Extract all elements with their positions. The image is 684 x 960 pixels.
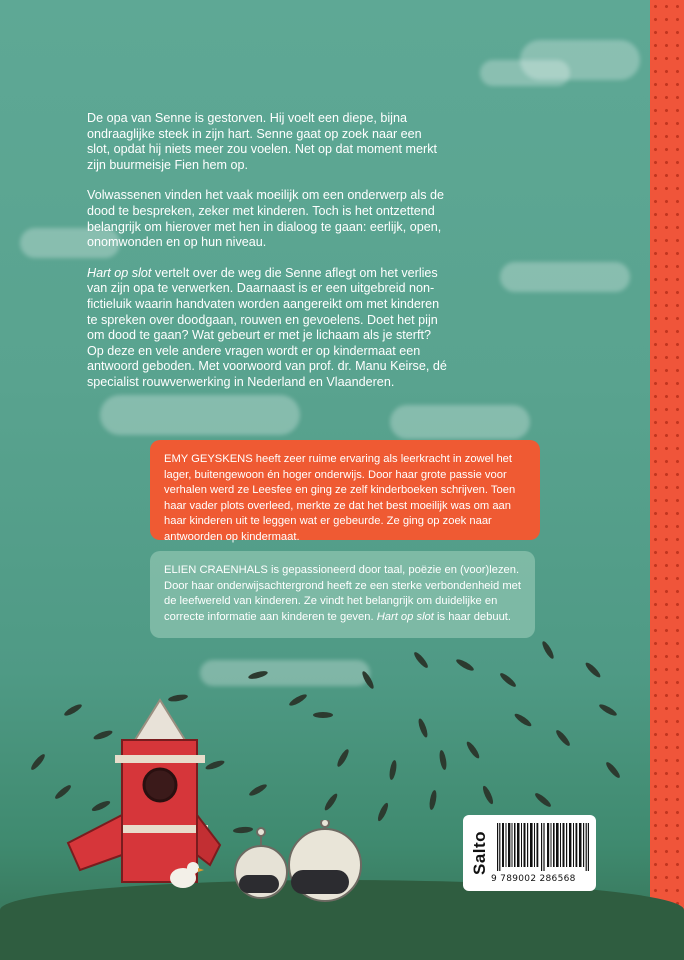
blurb [87, 111, 447, 406]
blurb-paragraph-3-text: vertelt over de weg die Senne aflegt om het verlies van zijn opa te verwerken. Daarnaast is er een uitgebreid non-fictieluik waarin handvaten worden aangereikt om met kinderen te spreken over doodgaan, rouwen en gevoelens. Doet het pijn om dood te gaan? Wat gebeurt er met je lichaam als je sterft? Op deze en vele andere vragen wordt er op kindermaat een antwoord geboden. Met voorwoord van prof. dr. Manu Keirse, dé specialist rouwverwerking in Nederland en Vlaanderen. [87, 265, 447, 389]
cloud [480, 60, 570, 86]
cloud [390, 405, 530, 439]
author-name: ELIEN CRAENHALS [164, 564, 268, 576]
spine-pattern [650, 0, 684, 960]
author-bio-box-1 [150, 440, 540, 543]
cloud [500, 262, 630, 292]
blurb-paragraph-1: De opa van Senne is gestorven. Hij voelt een diepe, bijna ondraaglijke steek in zijn hart. Senne gaat op zoek naar een slot, opdat hij niets meer zou voelen. Net op dat moment merkt zijn buurmeisje Fien hem op. [87, 111, 437, 172]
blurb-paragraph-3 [87, 266, 447, 391]
author-bio: heeft zeer ruime ervaring als leerkracht in zowel het lager, buitengewoon én hoger onderwijs. Door haar grote passie voor verhalen werd ze Leesfee en ging ze zelf kinderboeken schrijven. Toen haar vader plots overleed, merkte ze dat het best moeilijk was om aan haar kinderen uit te leggen wat er gebeurde. Ze ging op zoek naar antwoorden op kindermaat. [164, 453, 516, 543]
helmet-illustration [225, 820, 375, 910]
author-name: EMY GEYSKENS [164, 453, 253, 465]
chicken-illustration [165, 858, 205, 894]
blurb-paragraph-2: Volwassenen vinden het vaak moeilijk om een onderwerp als de dood te bespreken, zeker met kinderen. Toch is het ontzettend belangrijk om hierover met hen in dialoog te gaan: eerlijk, open, onomwonden en op hun niveau. [87, 188, 445, 250]
barcode-icon [497, 823, 589, 871]
author-bio: is gepassioneerd door taal, poëzie en (voor)lezen. Door haar onderwijsachtergrond heeft ze een sterke verbondenheid met de leefwereld van kinderen. Ze vindt het belangrijk om duidelijke en correcte informatie aan kinderen te geven. [164, 564, 521, 623]
book-title: Hart op slot [87, 265, 152, 280]
book-title: Hart op slot [376, 610, 434, 623]
author-bio-box-2 [150, 551, 535, 638]
cloud [200, 660, 370, 686]
isbn-number: 9 789002 286568 [491, 874, 576, 884]
publisher-logo: Salto [470, 830, 489, 876]
author-bio-end: is haar debuut. [433, 610, 512, 623]
